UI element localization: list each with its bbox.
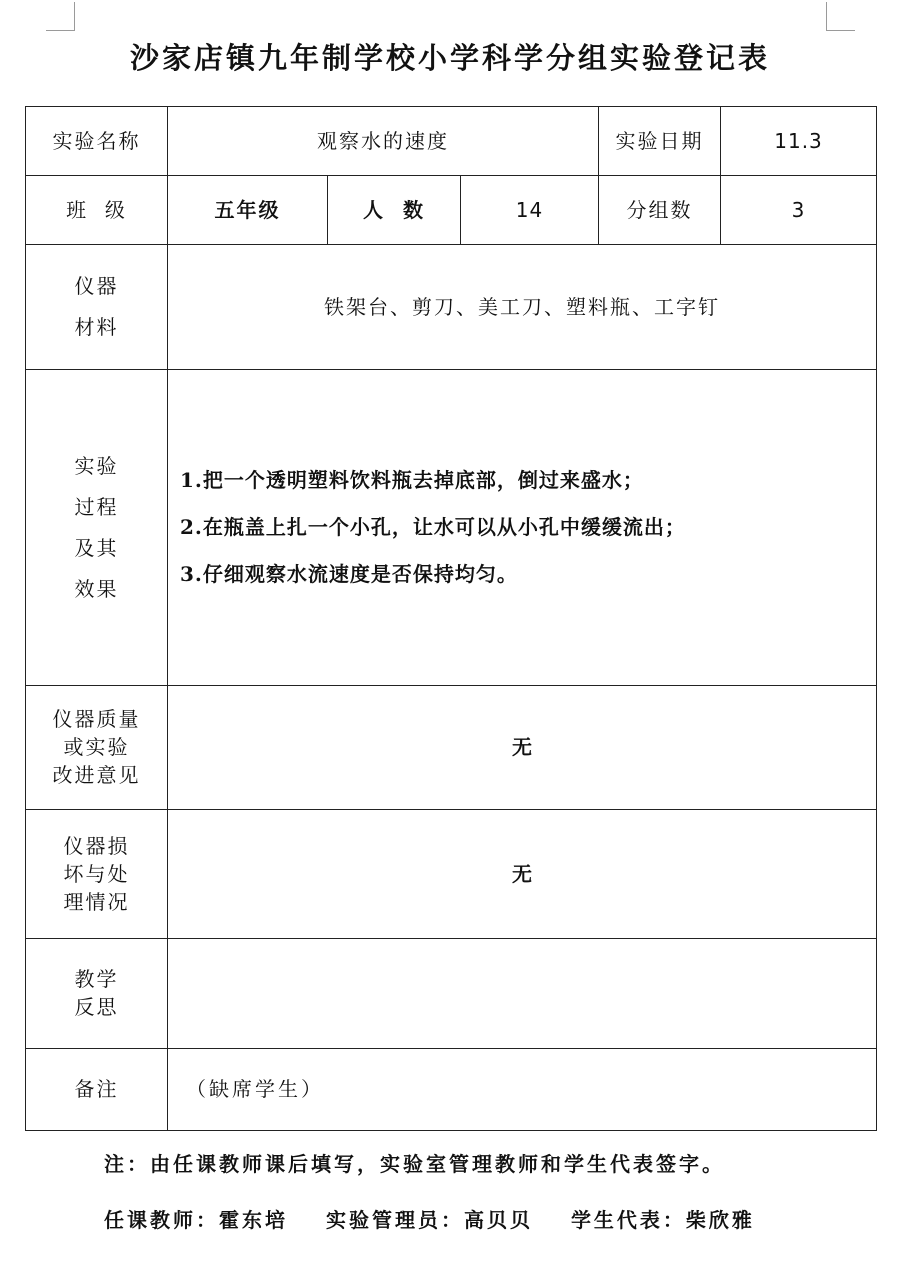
damage-label-line: 坏与处 — [63, 861, 130, 886]
row-class-info — [26, 176, 877, 245]
experiment-registration-table — [25, 106, 877, 1131]
row-reflection — [26, 939, 877, 1049]
groups-label: 分组数 — [599, 176, 721, 245]
equipment-value: 铁架台、剪刀、美工刀、塑料瓶、工字钉 — [168, 245, 877, 370]
damage-value: 无 — [168, 810, 877, 939]
reflection-value — [168, 939, 877, 1049]
row-equipment — [26, 245, 877, 370]
process-label-line: 过程 — [74, 494, 119, 519]
groups-value: 3 — [721, 176, 877, 245]
damage-label-line: 理情况 — [63, 889, 130, 914]
row-damage — [26, 810, 877, 939]
equipment-label-line: 仪器 — [74, 274, 119, 298]
count-label: 人 数 — [328, 176, 461, 245]
class-value: 五年级 — [168, 176, 328, 245]
quality-label — [26, 686, 168, 810]
quality-label-line: 仪器质量 — [52, 707, 141, 731]
lab-admin-signature: 实验管理员：高贝贝 — [325, 1208, 533, 1232]
remarks-label: 备注 — [26, 1049, 168, 1131]
quality-label-line: 或实验 — [63, 735, 130, 759]
process-label-line: 效果 — [74, 576, 119, 601]
row-experiment-name — [26, 107, 877, 176]
experiment-date-value: 11.3 — [721, 107, 877, 176]
experiment-name-label: 实验名称 — [26, 107, 168, 176]
crop-mark-top-right — [826, 2, 855, 31]
count-value: 14 — [461, 176, 599, 245]
remarks-value: （缺席学生） — [168, 1049, 877, 1131]
signature-line — [104, 1204, 783, 1233]
footer-note: 注：由任课教师课后填写，实验室管理教师和学生代表签字。 — [104, 1152, 725, 1176]
crop-mark-top-left — [46, 2, 75, 31]
process-steps — [168, 370, 877, 686]
page-title: 沙家店镇九年制学校小学科学分组实验登记表 — [129, 41, 770, 75]
equipment-label-line: 材料 — [74, 315, 119, 339]
process-label-line: 及其 — [74, 535, 119, 560]
student-rep-signature: 学生代表：柴欣雅 — [570, 1208, 755, 1232]
quality-value: 无 — [168, 686, 877, 810]
equipment-label — [26, 245, 168, 370]
row-remarks — [26, 1049, 877, 1131]
process-step: 3.仔细观察水流速度是否保持均匀。 — [180, 562, 518, 586]
reflection-label-line: 教学 — [74, 967, 119, 991]
damage-label — [26, 810, 168, 939]
experiment-name-value: 观察水的速度 — [168, 107, 599, 176]
row-quality — [26, 686, 877, 810]
process-label-line: 实验 — [74, 453, 119, 478]
reflection-label — [26, 939, 168, 1049]
teacher-signature: 任课教师：霍东培 — [104, 1208, 288, 1232]
process-step: 2.在瓶盖上扎一个小孔，让水可以从小孔中缓缓流出； — [180, 515, 686, 539]
process-label — [26, 370, 168, 686]
quality-label-line: 改进意见 — [52, 763, 141, 787]
experiment-date-label: 实验日期 — [599, 107, 721, 176]
reflection-label-line: 反思 — [74, 995, 119, 1019]
row-process — [26, 370, 877, 686]
process-step: 1.把一个透明塑料饮料瓶去掉底部，倒过来盛水； — [180, 468, 644, 492]
damage-label-line: 仪器损 — [63, 833, 130, 858]
class-label: 班 级 — [26, 176, 168, 245]
